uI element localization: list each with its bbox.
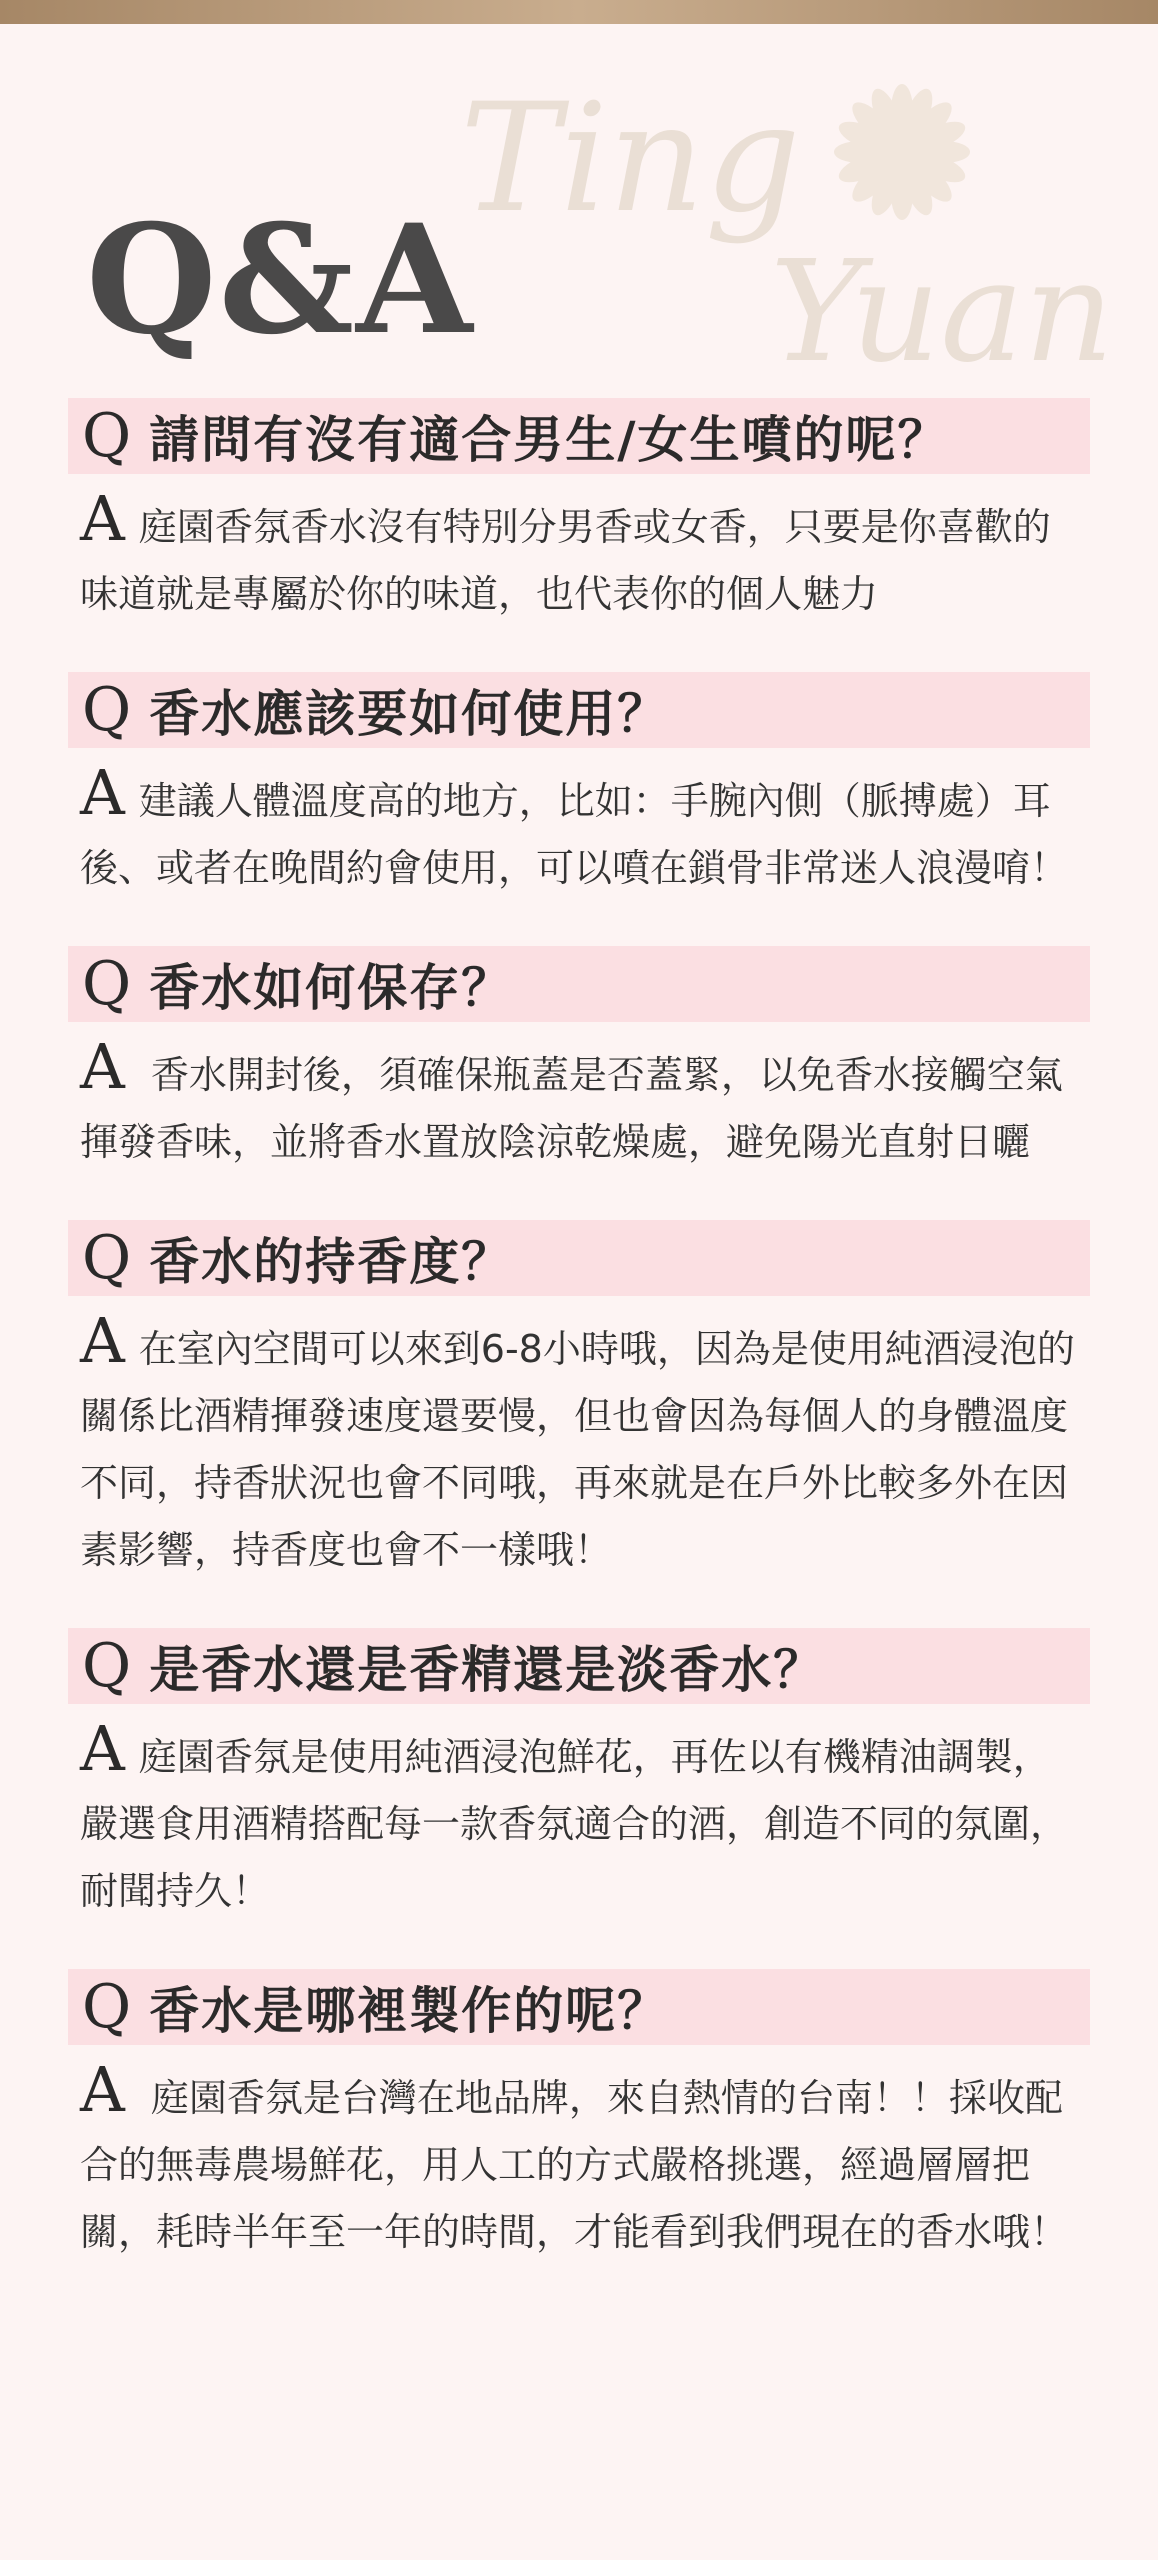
question-bar [68, 1220, 1090, 1296]
answer-block [68, 1296, 1090, 1584]
question-text: 香水應該要如何使用？ [149, 684, 670, 743]
qa-item [68, 1220, 1090, 1584]
question-bar [68, 1969, 1090, 2045]
watermark-line1: Ting [460, 72, 801, 246]
question-bar [68, 398, 1090, 474]
answer-marker: A [80, 1304, 125, 1377]
answer-text: 香水開封後，須確保瓶蓋是否蓋緊，以免香水接觸空氣揮發香味，並將香水置放陰涼乾燥處，避免陽光直射日曬 [80, 1053, 1063, 1164]
question-marker: Q [82, 1972, 132, 2042]
question-bar [68, 672, 1090, 748]
answer-block [68, 748, 1090, 902]
answer-block [68, 1022, 1090, 1176]
question-text: 是香水還是香精還是淡香水？ [149, 1640, 826, 1699]
page-title: Q&A [86, 192, 475, 368]
top-accent-bar [0, 0, 1158, 24]
answer-text: 庭園香氛香水沒有特別分男香或女香，只要是你喜歡的味道就是專屬於你的味道，也代表你的個人魅力 [80, 505, 1051, 616]
answer-block [68, 1704, 1090, 1925]
question-marker: Q [82, 1631, 132, 1701]
qa-item [68, 946, 1090, 1176]
watermark-line2: Yuan [770, 231, 1115, 390]
answer-marker: A [80, 482, 125, 555]
flower-icon [834, 84, 970, 220]
question-marker: Q [82, 401, 132, 471]
question-text: 香水是哪裡製作的呢？ [149, 1981, 670, 2040]
brand-watermark [440, 60, 1140, 390]
question-text: 香水的持香度？ [149, 1232, 514, 1291]
qa-list [68, 398, 1090, 2266]
answer-marker: A [80, 1030, 125, 1103]
qa-item [68, 672, 1090, 902]
answer-block [68, 2045, 1090, 2266]
answer-marker: A [80, 756, 125, 829]
answer-text: 在室內空間可以來到6-8小時哦，因為是使用純酒浸泡的關係比酒精揮發速度還要慢，但也會因為每個人的身體溫度不同，持香狀況也會不同哦，再來就是在戶外比較多外在因素影響，持香度也會不一樣哦！ [80, 1327, 1075, 1572]
answer-marker: A [80, 1712, 125, 1785]
question-bar [68, 1628, 1090, 1704]
question-text: 請問有沒有適合男生/女生噴的呢？ [149, 410, 950, 469]
question-marker: Q [82, 675, 132, 745]
qa-item [68, 398, 1090, 628]
answer-text: 建議人體溫度高的地方，比如：手腕內側（脈搏處）耳後、或者在晚間約會使用，可以噴在鎖骨非常迷人浪漫唷！ [80, 779, 1069, 890]
question-marker: Q [82, 1223, 132, 1293]
answer-marker: A [80, 2053, 125, 2126]
qa-item [68, 1969, 1090, 2266]
question-bar [68, 946, 1090, 1022]
question-marker: Q [82, 949, 132, 1019]
question-text: 香水如何保存？ [149, 958, 514, 1017]
answer-text: 庭園香氛是台灣在地品牌，來自熱情的台南！！採收配合的無毒農場鮮花，用人工的方式嚴格挑選，經過層層把關，耗時半年至一年的時間，才能看到我們現在的香水哦！ [80, 2076, 1069, 2254]
answer-text: 庭園香氛是使用純酒浸泡鮮花，再佐以有機精油調製，嚴選食用酒精搭配每一款香氛適合的酒，創造不同的氛圍，耐聞持久！ [80, 1735, 1069, 1913]
answer-block [68, 474, 1090, 628]
qa-item [68, 1628, 1090, 1925]
